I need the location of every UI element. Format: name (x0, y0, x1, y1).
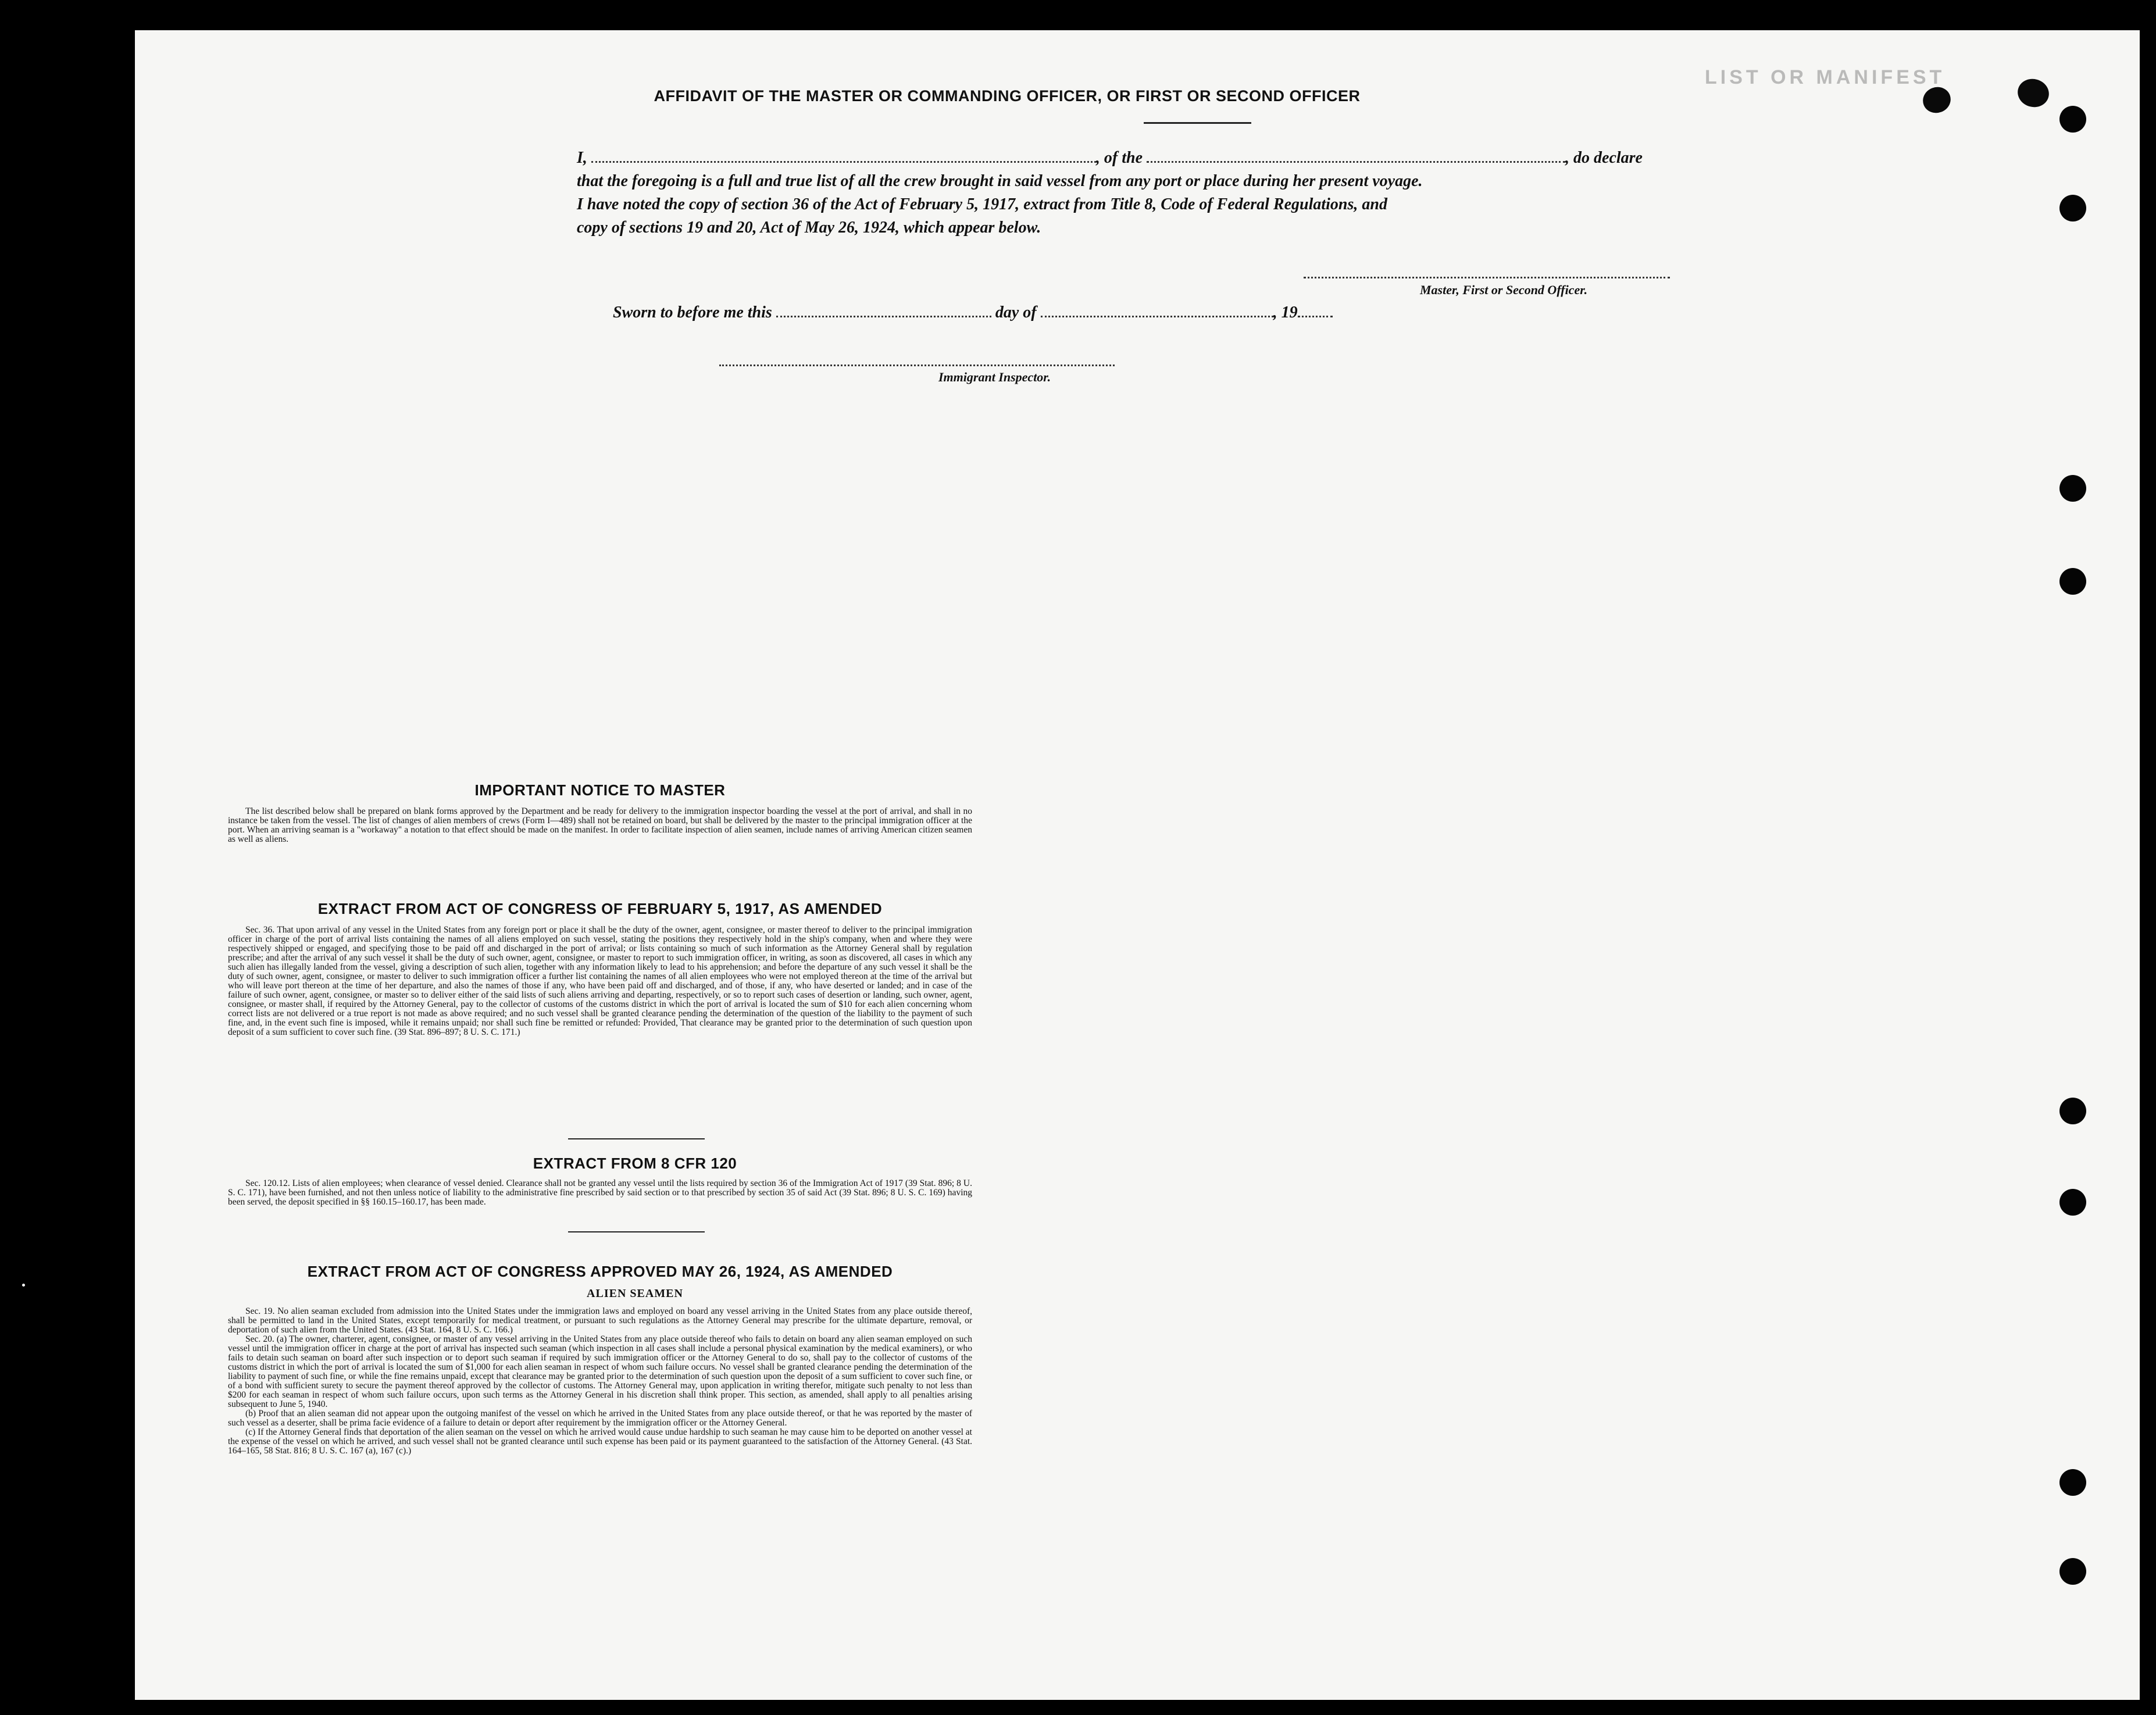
sworn-month-blank[interactable] (1041, 316, 1273, 317)
notice-text (228, 807, 972, 844)
punch-hole-2 (2059, 195, 2086, 221)
name-blank[interactable] (591, 161, 1096, 163)
extract-1917-text (228, 926, 972, 1037)
extract-1924-title: EXTRACT FROM ACT OF CONGRESS APPROVED MAY 26, 1924, AS AMENDED (307, 1263, 893, 1280)
divider-rule-1 (568, 1138, 705, 1139)
sworn-line (613, 301, 1333, 324)
vessel-blank[interactable] (1147, 161, 1565, 163)
alien-seamen-subtitle: ALIEN SEAMEN (587, 1287, 683, 1300)
punch-hole-5 (2059, 1098, 2086, 1124)
of-the-label: , of the (1095, 149, 1143, 167)
sec20a-paragraph: Sec. 20. (a) The owner, charterer, agent, consignee, or master of any vessel arriving in the United States from any place outside thereof who fails to detain on board any alien seaman employed on such vessel until the immigration officer in charge at the port of arrival has inspected such seaman (which inspection in all cases shall include a personal physical examination by the medical examiners), or who fails to detain such seaman on board after such inspection or to deport such seaman if required by such immigration officer or the Attorney General to do so, shall pay to the collector of customs of the customs district in which the port of arrival is located the sum of $1,000 for each alien seaman in respect of whom such failure occurs. No vessel shall be granted clearance pending the determination of the liability to payment of such fine, or while the fine remains unpaid, except that clearance may be granted prior to the determination of such question upon the deposit of a sum sufficient to cover such fine, or of a bond with sufficient surety to secure the payment thereof approved by the collector of customs. The Attorney General may, upon application in writing therefor, mitigate such penalty to not less than $200 for each seaman in respect of whom such failure occurs, upon such terms as the Attorney General in his discretion shall think proper. This section, as amended, shall apply to all penalties arising subsequent to June 5, 1940. (228, 1334, 972, 1409)
i-label: I, (577, 149, 587, 167)
punch-hole-8 (2059, 1558, 2086, 1585)
sworn-label: Sworn to before me this (613, 303, 772, 321)
extract-1917-title: EXTRACT FROM ACT OF CONGRESS OF FEBRUARY 5, 1917, AS AMENDED (317, 900, 883, 917)
title-rule (1144, 122, 1251, 124)
declaration-line-2: that the foregoing is a full and true list of all the crew brought in said vessel from any port or place during her present voyage. (577, 172, 1423, 190)
declaration-line-1 (577, 147, 1643, 170)
punch-hole-top-2 (2015, 76, 2053, 110)
year-label: , 19 (1273, 303, 1298, 321)
declaration-line-3: I have noted the copy of section 36 of the Act of February 5, 1917, extract from Title 8, Code of Federal Regulations, and (577, 195, 1387, 213)
day-of-label: day of (995, 303, 1037, 321)
extract-cfr-title: EXTRACT FROM 8 CFR 120 (533, 1155, 737, 1172)
divider-rule-2 (568, 1231, 705, 1232)
sec20c-paragraph: (c) If the Attorney General finds that deportation of the alien seaman on the vessel on which he arrived would cause undue hardship to such seaman he may cause him to be deported on another vessel at the expense of the vessel on which he arrived, and such vessel shall not be granted clearance until such expense has been paid or its payment guaranteed to the satisfaction of the Attorney General. (43 Stat. 164–165, 58 Stat. 816; 8 U. S. C. 167 (a), 167 (c).) (228, 1427, 972, 1456)
sec12012-paragraph: Sec. 120.12. Lists of alien employees; when clearance of vessel denied. Clearance shall not be granted any vessel until the lists required by section 36 of the Immigration Act of 1917 (39 Stat. 896; 8 U. S. C. 171), have been furnished, and not then unless notice of liability to the administrative fine prescribed by said section or to that prescribed by section 35 of said Act (39 Stat. 896; 8 U. S. C. 169) having been served, the deposit specified in §§ 160.15–160.17, has been made. (228, 1178, 972, 1207)
notice-paragraph: The list described below shall be prepared on blank forms approved by the Department and be ready for delivery to the immigration inspector boarding the vessel at the port of arrival, and shall in no instance be taken from the vessel. The list of changes of alien members of crews (Form I—489) shall not be retained on board, but shall be delivered by the master to the principal immigration officer at the port. When an arriving seaman is a "workaway" a notation to that effect should be made on the manifest. In order to facilitate inspection of alien seamen, include names of arriving American citizen seamen as well as aliens. (228, 806, 972, 844)
inspector-signature-label: Immigrant Inspector. (938, 370, 1051, 384)
inspector-signature-line[interactable] (719, 365, 1115, 366)
scan-speck (22, 1284, 25, 1287)
sec19-paragraph: Sec. 19. No alien seaman excluded from admission into the United States under the immigration laws and employed on board any vessel arriving in the United States from any place outside thereof, shall be permitted to land in the United States, except temporarily for medical treatment, or pursuant to such regulations as the Attorney General may prescribe for the ultimate departure, removal, or deportation of such alien from the United States. (43 Stat. 164, 8 U. S. C. 166.) (228, 1306, 972, 1335)
punch-hole-1 (2059, 106, 2086, 133)
sworn-year-blank[interactable] (1298, 316, 1333, 317)
sec36-paragraph: Sec. 36. That upon arrival of any vessel in the United States from any foreign port or place it shall be the duty of the owner, agent, consignee, or master thereof to deliver to the principal immigration officer in charge of the port of arrival lists containing the names of all aliens employed on such vessel, stating the positions they respectively hold in the ship's company, when and where they were respectively shipped or engaged, and specifying those to be paid off and discharged in the port of arrival; or lists containing so much of such information as the Attorney General shall by regulation prescribe; and after the arrival of any such vessel it shall be the duty of such owner, agent, consignee, or master to report to such immigration officer, in writing, as soon as discovered, all cases in which any such alien has illegally landed from the vessel, giving a description of such alien, together with any information likely to lead to his apprehension; and before the departure of any such vessel it shall be the duty of such owner, agent, consignee, or master to deliver to such immigration officer a further list containing the names of all alien employees who were not employed thereon at the time of the arrival but who will leave port thereon at the time of her departure, and also the names of those if any, who have been paid off and discharged, and of those, if any, who have deserted or landed; and in case of the failure of such owner, agent, consignee, or master so to deliver either of the said lists of such aliens arriving and departing, respectively, or so to report such cases of desertion or landing, such owner, agent, consignee, or master shall, if required by the Attorney General, pay to the collector of customs of the customs district in which the port of arrival is located the sum of $10 for each alien concerning whom correct lists are not delivered or a true report is not made as above required; and no such vessel shall be granted clearance pending the determination of the question of the liability to the payment of such fine, and, in the event such fine is imposed, while it remains unpaid; nor shall such fine be remitted or refunded: Provided, That clearance may be granted prior to the determination of such question upon deposit of a sum sufficient to cover such fine. (39 Stat. 896–897; 8 U. S. C. 171.) (228, 925, 972, 1037)
sec20b-paragraph: (b) Proof that an alien seaman did not appear upon the outgoing manifest of the vessel on which he arrived in the United States from any place outside thereof, or that he was reported by the master of such vessel as a deserter, shall be prima facie evidence of a failure to detain or deport after requirement by the immigration officer or the Attorney General. (228, 1409, 972, 1428)
extract-1924-text (228, 1307, 972, 1456)
punch-hole-3 (2059, 475, 2086, 502)
do-declare-label: , do declare (1565, 149, 1643, 167)
punch-hole-6 (2059, 1189, 2086, 1216)
bleed-through-text: LIST OR MANIFEST (1705, 66, 1946, 88)
punch-hole-7 (2059, 1469, 2086, 1496)
notice-title: IMPORTANT NOTICE TO MASTER (474, 781, 726, 799)
master-signature-line[interactable] (1304, 277, 1670, 278)
punch-hole-4 (2059, 568, 2086, 595)
affidavit-title: AFFIDAVIT OF THE MASTER OR COMMANDING OFFICER, OR FIRST OR SECOND OFFICER (654, 87, 1361, 105)
sworn-day-blank[interactable] (776, 316, 991, 317)
declaration-line-4: copy of sections 19 and 20, Act of May 26, 1924, which appear below. (577, 219, 1041, 237)
document-page (135, 30, 2140, 1700)
master-signature-label: Master, First or Second Officer. (1420, 283, 1588, 297)
extract-cfr-text (228, 1179, 972, 1207)
